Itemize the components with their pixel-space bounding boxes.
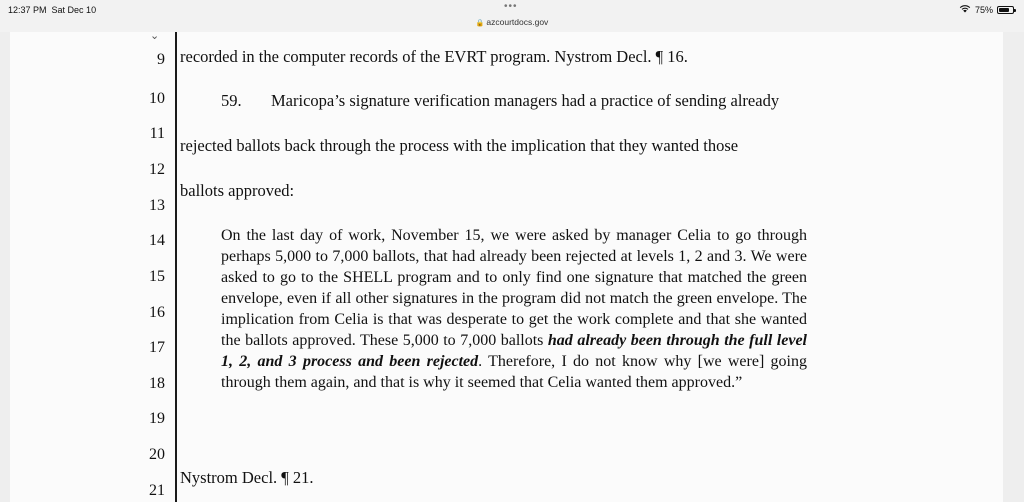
quote-emphasis: had already been through the full level 1, 2, and 3 process and been rejected (221, 332, 808, 370)
citation: Nystrom Decl. ¶ 21. (180, 468, 314, 487)
address-bar[interactable] (0, 17, 1024, 27)
line-number: 17 (149, 339, 165, 356)
line-number: 20 (149, 446, 165, 463)
status-time-text: 12:37 PM (8, 5, 47, 15)
more-dots-icon[interactable]: ••• (504, 1, 518, 12)
lock-icon: 🔒 (475, 20, 485, 27)
url-text: azcourtdocs.gov (486, 17, 549, 27)
line-number: 18 (149, 375, 165, 392)
scroll-indicator: ⌄ (150, 30, 160, 42)
line-number: 10 (149, 90, 165, 107)
battery-percent: 75% (974, 4, 993, 15)
line-number: 11 (149, 125, 165, 142)
wifi-icon-svg (959, 4, 971, 13)
status-date-text: Sat Dec 10 (51, 5, 97, 15)
line-number: 9 (157, 51, 165, 68)
paragraph-number: 59. (221, 91, 242, 110)
line-number: 13 (149, 197, 165, 214)
paragraph-line: rejected ballots back through the process with the implication that they wanted those (180, 136, 739, 155)
paragraph-line: ballots approved: (180, 181, 295, 200)
quote-text-end: . Therefore, I do not know why [we were] going through them again, and that is why it seemed that Celia wanted them approved.” (221, 353, 807, 391)
battery-level (999, 8, 1009, 12)
status-time (8, 5, 96, 15)
quote-text: On the last day of work, November 15, we were asked by manager Celia to go through perhaps 5,000 to 7,000 ballots, that had already been rejected at levels 1, 2 and 3. We were asked to go to the SHELL program and to only find one signature that matched the green envelope, even if all other signatures in the program did not match the green envelope. The implication from Celia is that was desperate to get the work complete and that she wanted the ballots approved. These 5,000 to 7,000 ballots (221, 227, 807, 349)
line-number: 16 (149, 304, 165, 321)
paragraph-line: Maricopa’s signature verification managers had a practice of sending already (271, 91, 780, 110)
status-bar (0, 0, 1024, 32)
status-indicators (959, 4, 1014, 15)
line-number: 19 (149, 410, 165, 427)
block-quote (221, 225, 807, 393)
line-number: 14 (149, 232, 165, 249)
line-number: 15 (149, 268, 165, 285)
battery-nub (1014, 9, 1016, 12)
line-number-rule (175, 32, 177, 502)
line-number: 21 (149, 482, 165, 499)
wifi-icon (959, 4, 971, 15)
document-page (10, 32, 1003, 502)
battery-icon (997, 6, 1014, 14)
body-line-9: recorded in the computer records of the EVRT program. Nystrom Decl. ¶ 16. (180, 47, 688, 66)
line-number: 12 (149, 161, 165, 178)
